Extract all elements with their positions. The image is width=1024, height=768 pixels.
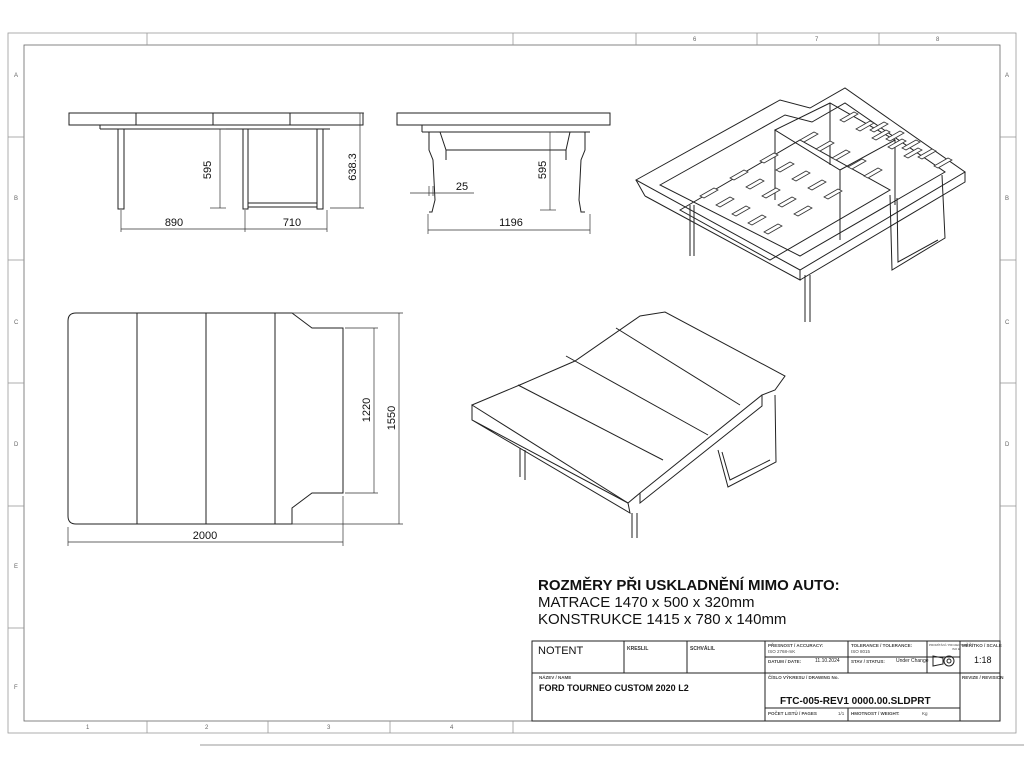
- kreslil-label: KRESLIL: [627, 646, 649, 652]
- pocet-value: 1/1: [838, 711, 845, 716]
- dim-front-right-width: 710: [282, 217, 302, 229]
- grid-row-label: D: [1005, 442, 1010, 448]
- grid-row-label: F: [14, 685, 18, 691]
- notes-mattress: MATRACE 1470 x 500 x 320mm: [538, 594, 755, 611]
- dim-front-total-height: 638.3: [347, 153, 359, 181]
- grid-col-label: 7: [815, 37, 819, 43]
- meritko-label: MĚŘÍTKO / SCALE: [962, 643, 1002, 648]
- dim-top-length: 2000: [192, 530, 218, 542]
- grid-col-label: 2: [205, 725, 209, 731]
- dim-side-offset: 25: [455, 181, 469, 193]
- top-view: [68, 313, 343, 524]
- grid-col-label: 1: [86, 725, 90, 731]
- cislo-value: FTC-005-REV1 0000.00.SLDPRT: [780, 696, 931, 707]
- grid-row-label: B: [14, 196, 19, 202]
- grid-row-label: C: [14, 320, 19, 326]
- dim-top-inner-height: 1220: [361, 397, 373, 423]
- hmotnost-value: Kg: [922, 711, 928, 716]
- grid-row-label: A: [1005, 73, 1010, 79]
- grid-row-label: C: [1005, 320, 1010, 326]
- dim-front-left-width: 890: [164, 217, 184, 229]
- grid-row-label: D: [14, 442, 19, 448]
- grid-row-label: A: [14, 73, 19, 79]
- promitani-value: ISO E: [952, 647, 961, 651]
- stav-value: Under Change: [896, 658, 929, 664]
- grid-col-label: 3: [327, 725, 331, 731]
- front-view: [69, 113, 363, 209]
- promitani-label: PROMÍTÁNÍ / PROJECTION:: [929, 643, 969, 647]
- tolerance-value: ISO 8015: [851, 649, 871, 654]
- stav-label: STAV / STATUS:: [851, 659, 885, 664]
- hmotnost-label: HMOTNOST / WEIGHT:: [851, 711, 900, 716]
- nazev-label: NÁZEV / NAME: [539, 675, 572, 680]
- side-view: [397, 113, 610, 212]
- nazev-value: FORD TOURNEO CUSTOM 2020 L2: [539, 683, 689, 693]
- dim-front-leg-height: 595: [202, 160, 214, 180]
- grid-col-label: 8: [936, 37, 940, 43]
- notent-label: NOTENT: [538, 645, 584, 657]
- title-block: [532, 641, 1000, 721]
- dim-side-width: 1196: [499, 217, 523, 229]
- datum-value: 11.10.2024: [815, 658, 840, 664]
- iso-frame-view: [636, 88, 965, 322]
- grid-col-label: 6: [693, 37, 697, 43]
- dim-side-leg-height: 595: [537, 160, 549, 180]
- grid-row-label: B: [1005, 196, 1010, 202]
- tolerance-label: TOLERANCE / TOLERANCE:: [851, 643, 913, 648]
- grid-row-label: E: [14, 564, 19, 570]
- iso-mattress-view: [472, 312, 785, 538]
- notes-construction: KONSTRUKCE 1415 x 780 x 140mm: [538, 611, 787, 628]
- revize-label: REVIZE / REVISION: [962, 675, 1004, 680]
- notes-title: ROZMĚRY PŘI USKLADNĚNÍ MIMO AUTO:: [538, 577, 840, 594]
- meritko-value: 1:18: [974, 655, 992, 665]
- presnost-label: PŘESNOST / ACCURACY:: [768, 643, 824, 648]
- presnost-value: ISO 2768-mK: [768, 649, 796, 654]
- dim-top-total-height: 1550: [386, 405, 398, 431]
- storage-notes: [538, 577, 840, 628]
- datum-label: DATUM / DATE:: [768, 659, 802, 664]
- pocet-label: POČET LISTŮ / PAGES: [768, 711, 817, 716]
- schvalil-label: SCHVÁLIL: [690, 646, 715, 652]
- cislo-label: ČÍSLO VÝKRESU / DRAWING No.: [768, 675, 839, 680]
- grid-col-label: 4: [450, 725, 454, 731]
